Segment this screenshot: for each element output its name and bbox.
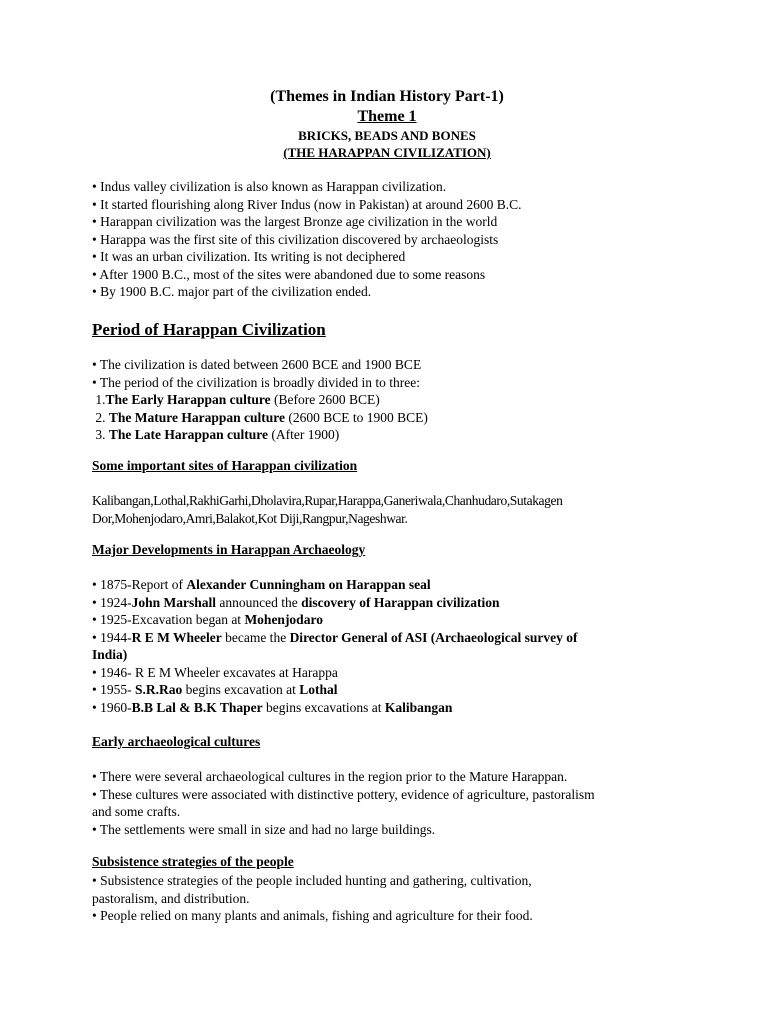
list-item: • It started flourishing along River Indus (now in Pakistan) at around 2600 B.C. [92, 196, 522, 212]
list-item: and some crafts. [92, 804, 181, 819]
list-item: • 1960-B.B Lal & B.K Thaper begins excavations at Kalibangan [92, 699, 453, 715]
theme-title: BRICKS, BEADS AND BONES [298, 128, 476, 143]
subsistence-heading: Subsistence strategies of the people [92, 854, 294, 869]
list-item: • After 1900 B.C., most of the sites were abandoned due to some reasons [92, 266, 486, 282]
list-item: • 1946- R E M Wheeler excavates at Harappa [92, 664, 338, 680]
early-cultures-list [92, 768, 682, 838]
intro-bullet-list [92, 178, 682, 301]
list-item: • Harappa was the first site of this civilization discovered by archaeologists [92, 231, 499, 247]
list-item: • 1925-Excavation began at Mohenjodaro [92, 612, 323, 627]
list-item: • The settlements were small in size and had no large buildings. [92, 821, 436, 837]
developments-list [92, 576, 682, 716]
list-item: • 1944-R E M Wheeler became the Director General of ASI (Archaeological survey of [92, 629, 578, 645]
developments-heading: Major Developments in Harappan Archaeology [92, 542, 366, 557]
list-item: • The period of the civilization is broadly divided in to three: [92, 374, 421, 390]
list-item: • Subsistence strategies of the people included hunting and gathering, cultivation, [92, 873, 532, 888]
list-item: • By 1900 B.C. major part of the civilization ended. [92, 284, 372, 299]
theme-subtitle: (THE HARAPPAN CIVILIZATION) [283, 145, 491, 160]
list-item: • 1955- S.R.Rao begins excavation at Lothal [92, 682, 338, 697]
sites-heading: Some important sites of Harappan civilization [92, 458, 358, 473]
list-item: • The civilization is dated between 2600 BCE and 1900 BCE [92, 357, 422, 372]
list-item: • It was an urban civilization. Its writing is not deciphered [92, 249, 406, 264]
list-item: 3. The Late Harappan culture (After 1900) [95, 427, 340, 442]
list-item: pastoralism, and distribution. [92, 890, 250, 906]
theme-number: Theme 1 [357, 108, 417, 125]
list-item: • Harappan civilization was the largest Bronze age civilization in the world [92, 214, 498, 229]
list-item: • People relied on many plants and animals, fishing and agriculture for their food. [92, 908, 533, 923]
list-item: • Indus valley civilization is also known as Harappan civilization. [92, 179, 447, 194]
list-item: 1.The Early Harappan culture (Before 2600 BCE) [95, 392, 380, 407]
series-title: (Themes in Indian History Part-1) [270, 88, 504, 105]
sites-paragraph [92, 492, 682, 527]
list-item: • These cultures were associated with distinctive pottery, evidence of agriculture, pastoralism [92, 786, 595, 802]
list-item: India) [92, 647, 128, 662]
list-item: • 1875-Report of Alexander Cunningham on Harappan seal [92, 577, 431, 592]
sites-line: Dor,Mohenjodaro,Amri,Balakot,Kot Diji,Rangpur,Nageshwar. [92, 510, 408, 526]
subsistence-list [92, 872, 682, 925]
list-item: 2. The Mature Harappan culture (2600 BCE to 1900 BCE) [95, 409, 428, 425]
period-list [92, 356, 682, 444]
list-item: • There were several archaeological cultures in the region prior to the Mature Harappan. [92, 769, 568, 784]
early-cultures-heading: Early archaeological cultures [92, 734, 261, 749]
sites-line: Kalibangan,Lothal,RakhiGarhi,Dholavira,Rupar,Harappa,Ganeriwala,Chanhudaro,Sutakagen [92, 493, 563, 508]
period-heading: Period of Harappan Civilization [92, 320, 326, 339]
list-item: • 1924-John Marshall announced the discovery of Harappan civilization [92, 594, 500, 610]
